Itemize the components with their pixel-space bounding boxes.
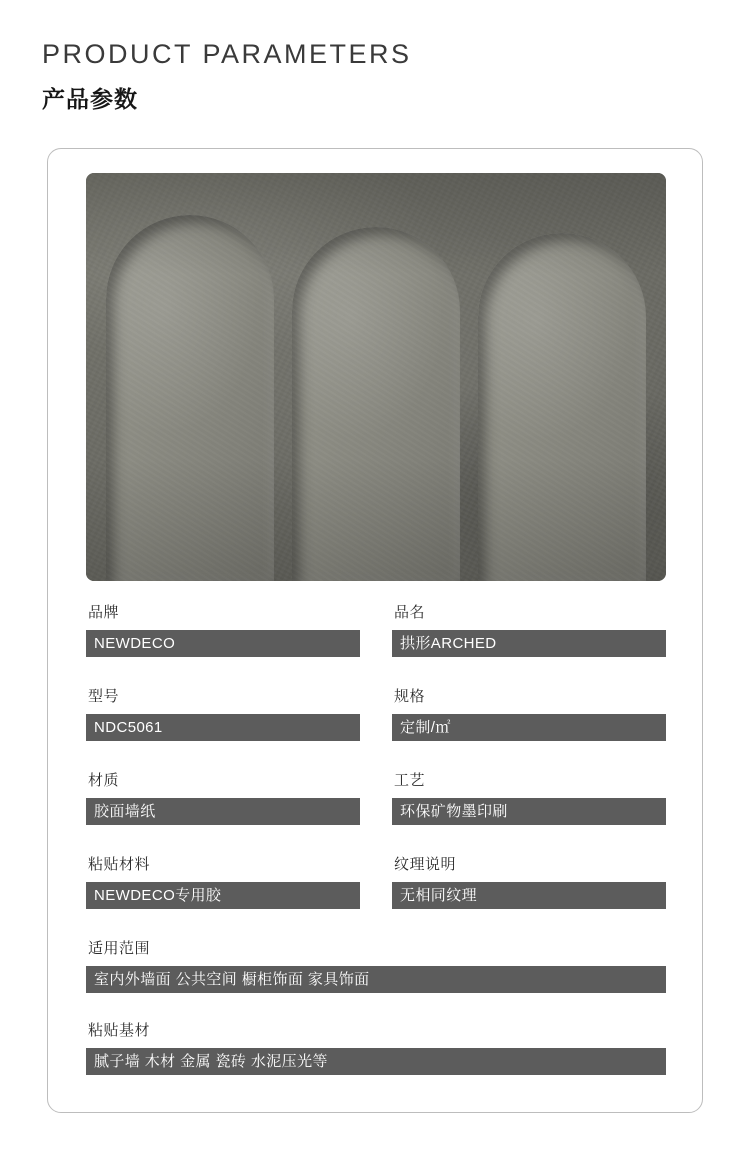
spec-label: 品牌 [88, 604, 120, 621]
page-title-cn: 产品参数 [42, 85, 138, 112]
spec-value: 室内外墙面 公共空间 橱柜饰面 家具饰面 [86, 966, 666, 993]
arch-panel-group [86, 173, 666, 581]
spec-cell-adhesive [86, 853, 360, 909]
spec-value: NDC5061 [86, 714, 360, 741]
spec-row [86, 937, 666, 993]
spec-label: 品名 [394, 604, 426, 621]
spec-cell-model [86, 685, 360, 741]
arch-panel [292, 227, 460, 581]
spec-row [86, 853, 666, 909]
parameters-card [47, 148, 703, 1113]
spec-cell-application-scope [86, 937, 666, 993]
spec-value: NEWDECO [86, 630, 360, 657]
spec-cell-brand [86, 601, 360, 657]
spec-value: 定制/㎡ [392, 714, 666, 741]
spec-row [86, 685, 666, 741]
spec-cell-substrate [86, 1019, 666, 1075]
spec-cell-product-name [392, 601, 666, 657]
spec-row [86, 769, 666, 825]
spec-label: 工艺 [394, 772, 426, 789]
spec-value: 无相同纹理 [392, 882, 666, 909]
spec-label: 纹理说明 [394, 856, 457, 873]
spec-label: 规格 [394, 688, 426, 705]
spec-row [86, 601, 666, 657]
spec-value: 胶面墙纸 [86, 798, 360, 825]
spec-value: 环保矿物墨印刷 [392, 798, 666, 825]
spec-label: 适用范围 [88, 940, 151, 957]
spec-label: 粘贴基材 [88, 1022, 151, 1039]
spec-label: 粘贴材料 [88, 856, 151, 873]
spec-row [86, 1019, 666, 1075]
spec-label: 型号 [88, 688, 120, 705]
product-image [86, 173, 666, 581]
page-header [0, 0, 750, 114]
spec-table [86, 601, 666, 1101]
spec-value: 腻子墙 木材 金属 瓷砖 水泥压光等 [86, 1048, 666, 1075]
page-title-en: PRODUCT PARAMETERS [42, 39, 412, 69]
spec-value: NEWDECO专用胶 [86, 882, 360, 909]
arch-panel [478, 233, 646, 581]
spec-label: 材质 [88, 772, 120, 789]
spec-cell-material [86, 769, 360, 825]
spec-cell-texture-note [392, 853, 666, 909]
spec-value: 拱形ARCHED [392, 630, 666, 657]
arch-panel [106, 215, 274, 581]
spec-cell-process [392, 769, 666, 825]
spec-cell-specification [392, 685, 666, 741]
